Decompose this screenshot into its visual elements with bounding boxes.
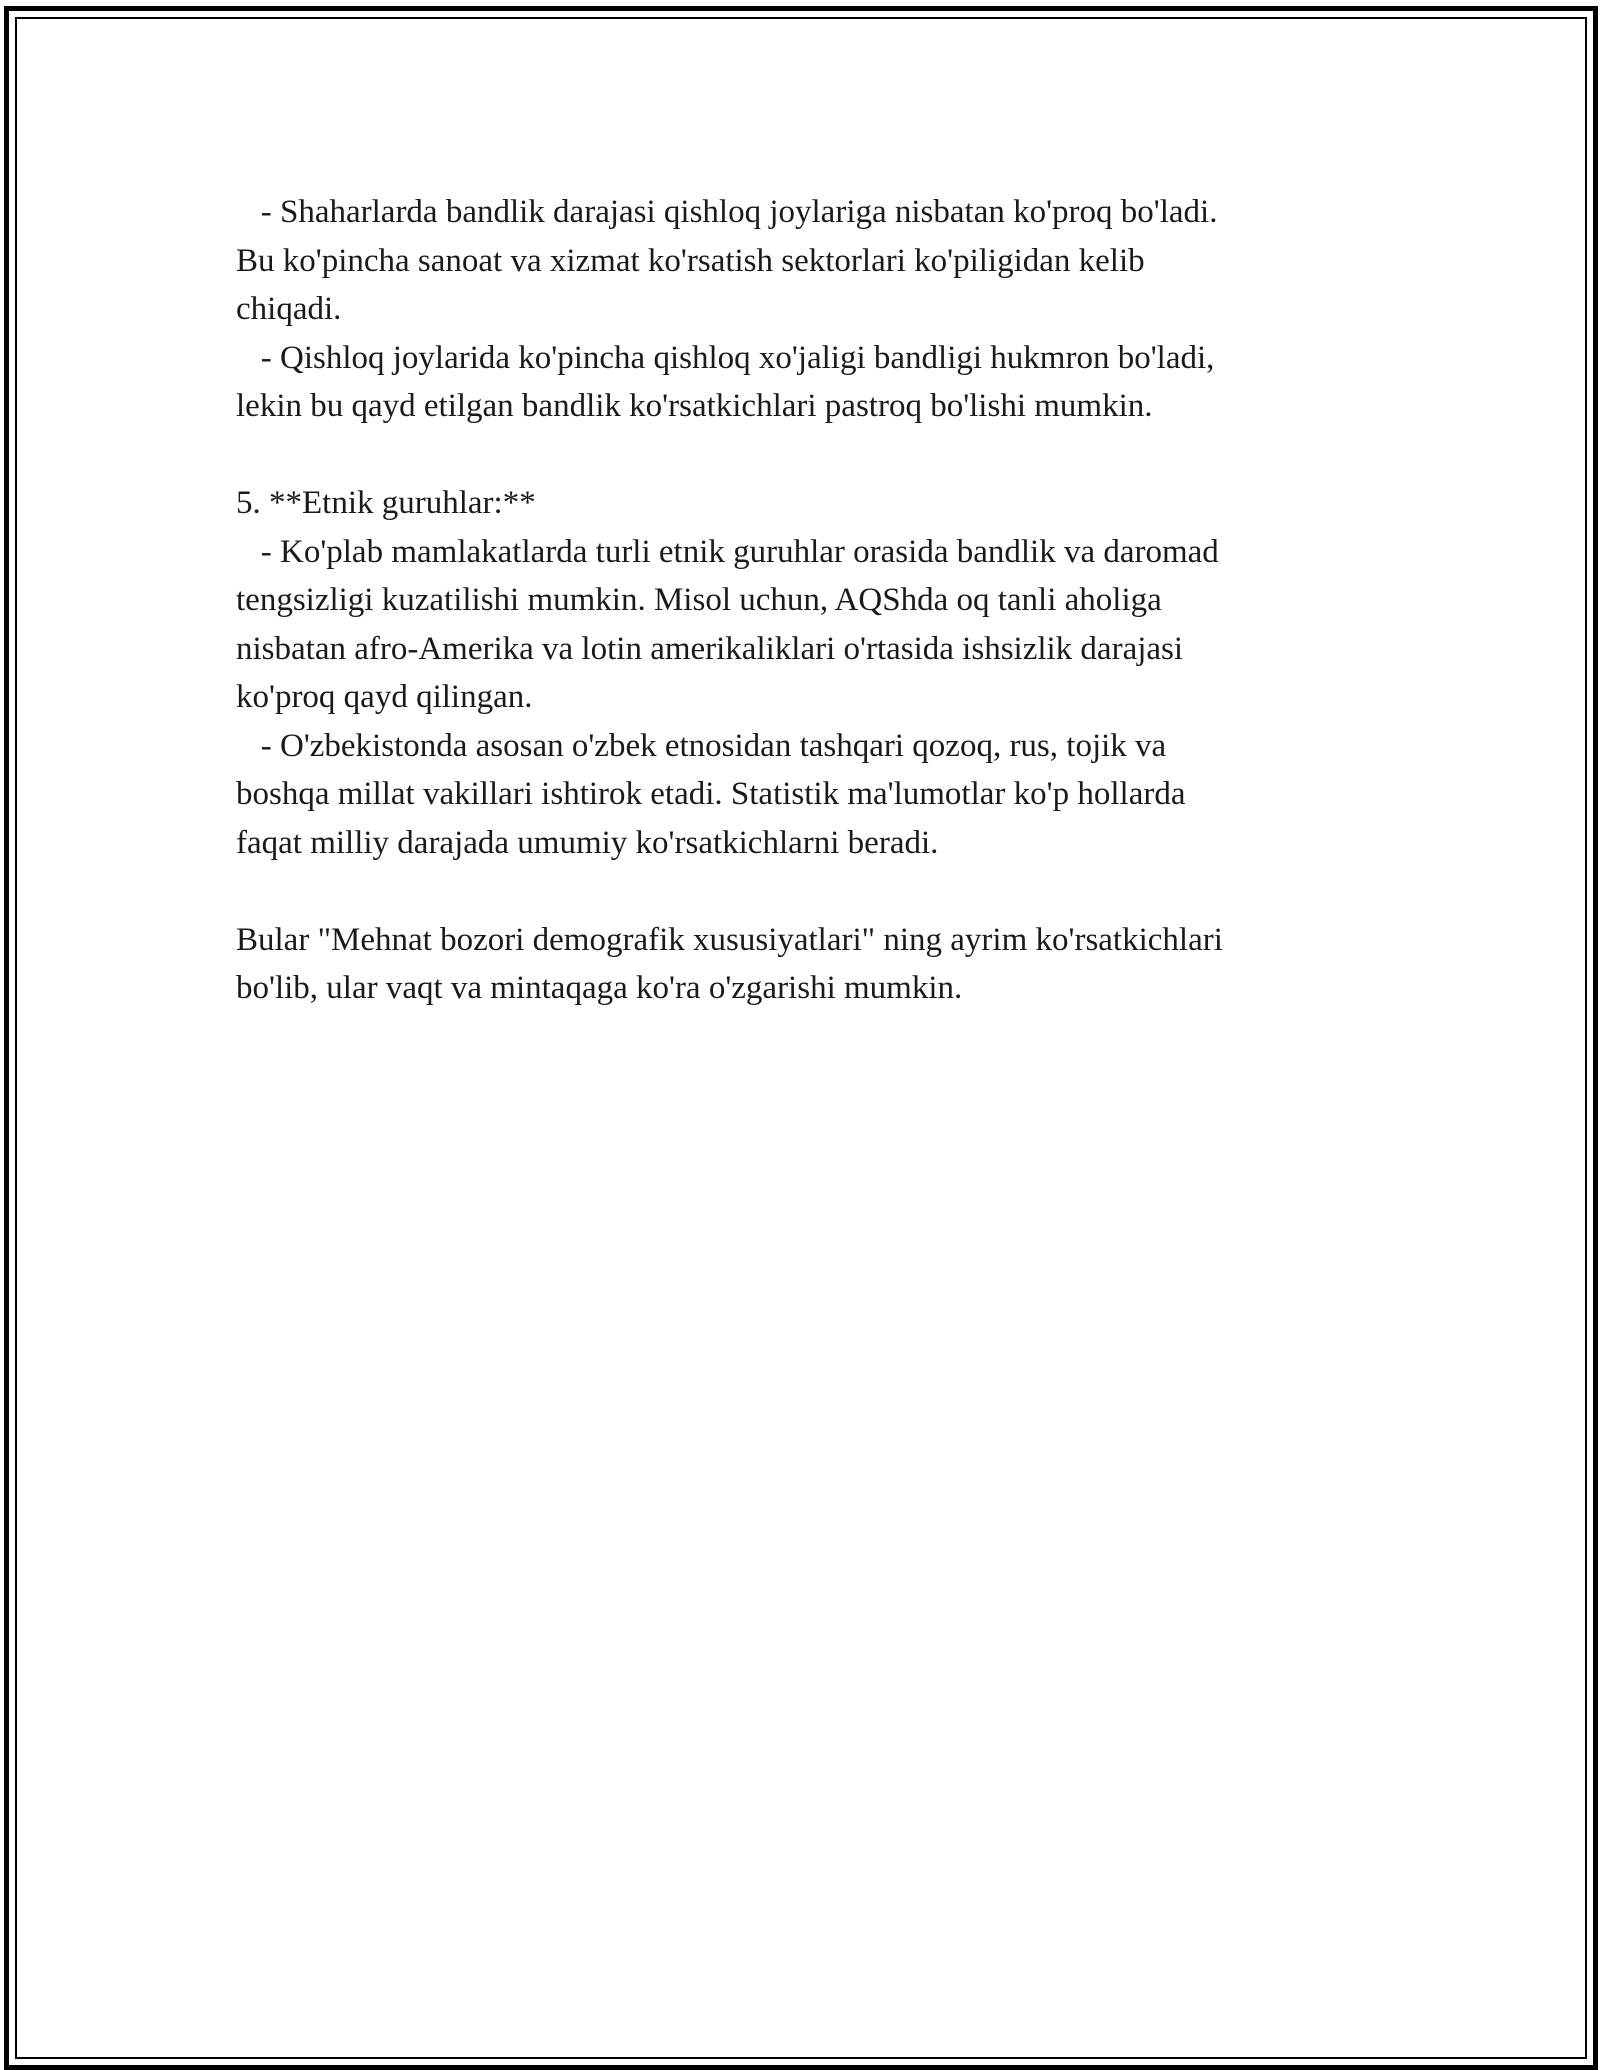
section-ethnic-groups	[236, 479, 1396, 867]
text-line: lekin bu qayd etilgan bandlik ko'rsatkichlari pastroq bo'lishi mumkin.	[236, 388, 1153, 424]
text-line: ko'proq qayd qilingan.	[236, 679, 533, 715]
text-line: faqat milliy darajada umumiy ko'rsatkichlarni beradi.	[236, 824, 939, 861]
paragraph-spacer	[236, 867, 1396, 916]
conclusion-paragraph	[236, 916, 1396, 1013]
document-body	[236, 188, 1396, 1013]
text-line: chiqadi.	[236, 291, 342, 327]
text-line: - Qishloq joylarida ko'pincha qishloq xo'jaligi bandligi hukmron bo'ladi,	[236, 339, 1215, 376]
text-line: bo'lib, ular vaqt va mintaqaga ko'ra o'zgarishi mumkin.	[236, 970, 963, 1006]
text-line: - Ko'plab mamlakatlarda turli etnik guruhlar orasida bandlik va daromad	[236, 533, 1219, 570]
text-line: nisbatan afro-Amerika va lotin amerikaliklari o'rtasida ishsizlik darajasi	[236, 630, 1184, 667]
section-heading: 5. **Etnik guruhlar:**	[236, 485, 536, 521]
section-urban-rural	[236, 188, 1396, 431]
text-line: tengsizligi kuzatilishi mumkin. Misol uchun, AQShda oq tanli aholiga	[236, 582, 1162, 618]
text-line: - Shaharlarda bandlik darajasi qishloq joylariga nisbatan ko'proq bo'ladi.	[236, 194, 1218, 230]
text-line: Bular "Mehnat bozori demografik xususiyatlari" ning ayrim ko'rsatkichlari	[236, 921, 1223, 958]
text-line: - O'zbekistonda asosan o'zbek etnosidan tashqari qozoq, rus, tojik va	[236, 727, 1167, 764]
paragraph-spacer	[236, 431, 1396, 480]
text-line: Bu ko'pincha sanoat va xizmat ko'rsatish sektorlari ko'piligidan kelib	[236, 242, 1145, 279]
text-line: boshqa millat vakillari ishtirok etadi. Statistik ma'lumotlar ko'p hollarda	[236, 776, 1186, 812]
